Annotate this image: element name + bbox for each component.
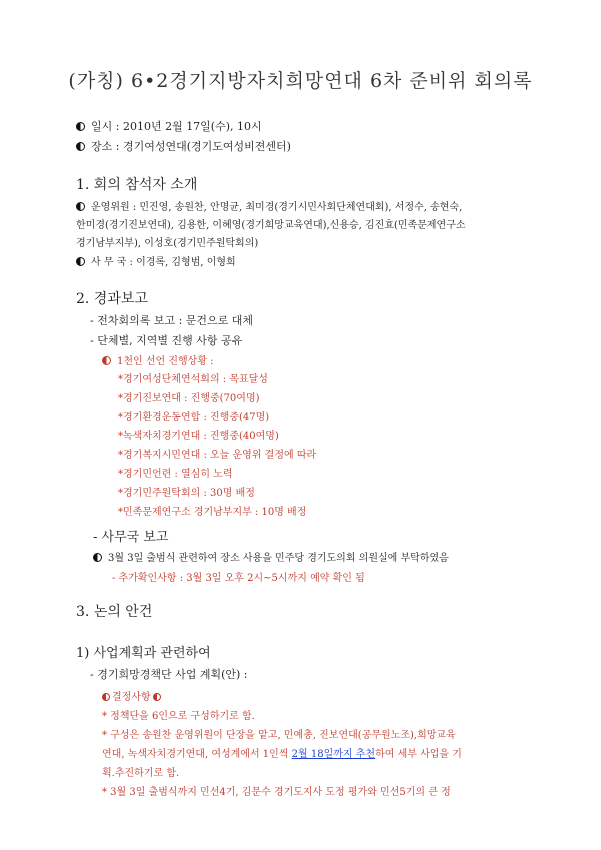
committee-line-3: 경기남부지부), 이성호(경기민주원탁회의) — [76, 238, 259, 249]
org-status-2: *경기환경운동연합 : 진행중(47명) — [118, 412, 270, 423]
org-status-6: *경기민주원탁회의 : 30명 배정 — [118, 488, 255, 499]
office-report-heading: - 사무국 보고 — [93, 530, 169, 545]
progress-subtitle-text: 1천인 선언 진행상황 : — [117, 356, 214, 367]
half-circle-bullet-icon — [76, 142, 85, 151]
decision-2-text-c: 하여 세부 사업을 기 — [375, 749, 462, 760]
office-sub-note: - 추가확인사항 : 3월 3일 오후 2시~5시까지 예약 확인 됨 — [112, 573, 365, 584]
decision-label-text: 결정사항 — [112, 692, 151, 703]
plan-title: - 경기희망경책단 사업 계획(안) : — [90, 668, 248, 681]
committee-line-1 — [76, 198, 462, 213]
meeting-place — [76, 138, 291, 154]
meeting-date-text: 일시 : 2010년 2월 17일(수), 10시 — [91, 120, 262, 133]
section-1-heading: 1. 회의 참석자 소개 — [76, 177, 198, 193]
meeting-date — [76, 118, 262, 134]
committee-line-2: 한미경(경기진보연대), 김용한, 이혜영(경기희망교육연대),신용승, 김진효(민족문제연구소 — [76, 220, 466, 231]
half-circle-bullet-icon — [76, 122, 85, 131]
section-3-heading: 3. 논의 안건 — [76, 604, 153, 620]
deadline-link[interactable]: 2월 18일까지 추천 — [291, 749, 376, 760]
org-status-0: *경기여성단체연석회의 : 목표달성 — [118, 374, 268, 385]
decision-2-line-2 — [102, 745, 462, 760]
report-item-1: - 전차회의록 보고 : 문건으로 대체 — [90, 314, 254, 327]
decision-2-text-a: 연대, 녹색자치경기연대, 여성계에서 1인씩 — [102, 749, 289, 760]
progress-subtitle — [102, 352, 214, 367]
org-status-1: *경기진보연대 : 진행중(70여명) — [118, 393, 260, 404]
office-members-text: 사 무 국 : 이경록, 김형범, 이형희 — [91, 257, 236, 268]
org-status-4: *경기복지시민연대 : 오늘 운영위 결정에 따라 — [118, 450, 317, 461]
decision-label — [102, 688, 163, 703]
half-circle-bullet-icon — [76, 257, 85, 266]
org-status-5: *경기민언련 : 열심히 노력 — [118, 469, 233, 480]
half-circle-bullet-icon — [76, 202, 85, 211]
office-members — [76, 253, 236, 268]
section-2-heading: 2. 경과보고 — [76, 291, 148, 307]
decision-3: * 3월 3일 출범식까지 민선4기, 김문수 경기도지사 도정 평가와 민선5기의 큰 정 — [102, 787, 451, 798]
agenda-1: 1) 사업계획과 관련하여 — [76, 646, 211, 661]
decision-1: * 정책단을 6인으로 구성하기로 함. — [102, 711, 255, 722]
half-circle-bullet-icon — [102, 693, 110, 701]
meeting-place-text: 장소 : 경기여성연대(경기도여성비젼센터) — [91, 140, 291, 153]
decision-2-line-3: 획.추진하기로 함. — [102, 768, 180, 779]
office-note — [93, 549, 449, 564]
committee-line-1-text: 운영위원 : 민진영, 송원찬, 안명균, 최미경(경기시민사회단체연대회), 서정수, 송현숙, — [91, 202, 463, 213]
document-title: (가칭) 6•2경기지방자치희망연대 6차 준비위 회의록 — [68, 70, 533, 92]
half-circle-bullet-icon — [102, 356, 111, 365]
org-status-3: *녹색자치경기연대 : 진행중(40여명) — [118, 431, 279, 442]
org-status-7: *민족문제연구소 경기남부지부 : 10명 배정 — [118, 507, 307, 518]
office-note-text: 3월 3일 출범식 관련하여 장소 사용을 민주당 경기도의회 의원실에 부탁하였음 — [108, 553, 449, 564]
report-item-2: - 단체별, 지역별 진행 사항 공유 — [90, 334, 243, 347]
half-circle-bullet-icon — [153, 693, 161, 701]
half-circle-bullet-icon — [93, 553, 102, 562]
decision-2-line-1: * 구성은 송원찬 운영위원이 단장을 맡고, 민예총, 진보연대(공무원노조),희망교육 — [102, 730, 456, 741]
